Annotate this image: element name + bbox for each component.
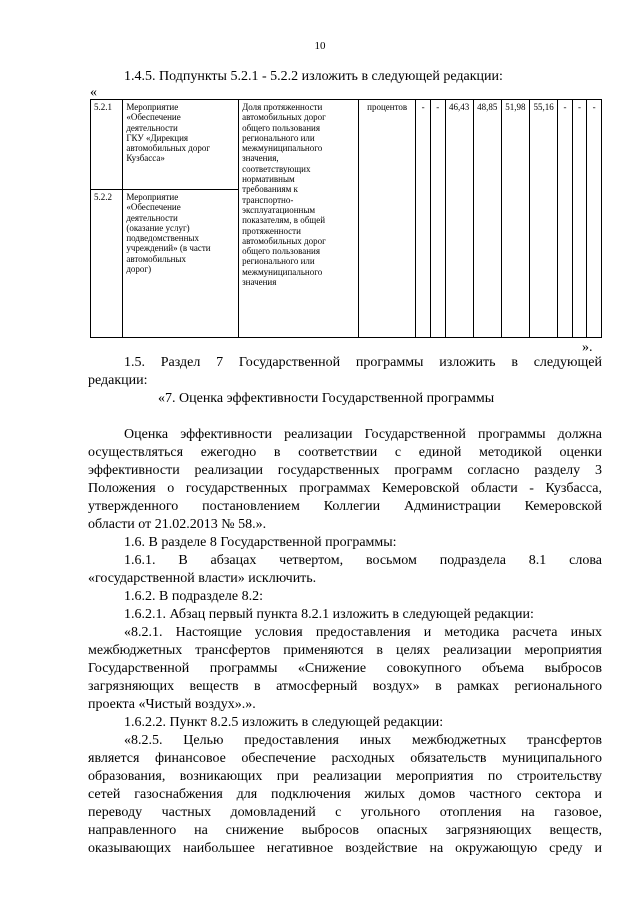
opening-quote: « [90, 85, 97, 100]
indicator-name: Доля протяженности автомобильных дорог общего пользования регионального или межмуниципального значения, соответствующих нормативным требованиям к транспортно- эксплуатационным показателям, в общей протяженности автомобильных дорог общего пользования регионального или межмуниципального значения [239, 100, 359, 338]
paragraph-line: 1.6.1. В абзацах четвертом, восьмом подраздела 8.1 слова [124, 553, 602, 568]
row-number: 5.2.1 [91, 100, 123, 190]
closing-quote: ». [582, 340, 593, 355]
value-cell: 48,85 [473, 100, 501, 338]
value-cell: - [416, 100, 431, 338]
paragraph-line: редакции: [88, 373, 148, 388]
paragraph-line: переводу частных домовладений с угольного отопления на газовое, [88, 805, 602, 820]
paragraph-line: 1.5. Раздел 7 Государственной программы изложить в следующей [124, 355, 602, 370]
page-number: 10 [314, 40, 326, 52]
paragraph-line: загрязняющих веществ в атмосферный воздух» в рамках регионального [88, 679, 602, 694]
paragraph-line: «8.2.5. Целью предоставления иных межбюджетных трансфертов [124, 733, 602, 748]
unit-cell: процентов [359, 100, 416, 338]
paragraph-line: утвержденного постановлением Коллегии Администрации Кемеровской [88, 499, 602, 514]
measure-name: Мероприятие «Обеспечение деятельности ГКУ «Дирекция автомобильных дорог Кузбасса» [123, 100, 239, 190]
paragraph-line: Государственной программы «Снижение совокупного объема выбросов [88, 661, 602, 676]
paragraph-line: эффективности реализации государственных программ согласно разделу 3 [88, 463, 602, 478]
paragraph-line: осуществляться ежегодно в соответствии с единой методикой оценки [88, 445, 602, 460]
indicators-table [90, 99, 602, 338]
paragraph-line: области от 21.02.2013 № 58.». [88, 517, 267, 532]
value-cell: 55,16 [530, 100, 558, 338]
paragraph-line: Оценка эффективности реализации Государственной программы должна [124, 427, 602, 442]
value-cell: - [572, 100, 587, 338]
paragraph-line: оказывающих наибольшее негативное воздействие на окружающую среду и [88, 841, 602, 856]
section-heading: «7. Оценка эффективности Государственной программы [158, 391, 495, 406]
paragraph-line: 1.6.2.1. Абзац первый пункта 8.2.1 изложить в следующей редакции: [124, 607, 534, 622]
paragraph-line: 1.6. В разделе 8 Государственной программы: [124, 535, 397, 550]
paragraph-line: сетей газоснабжения для подключения жилых домов частного сектора и [88, 787, 602, 802]
paragraph-line: образования, возникающих при реализации мероприятия по строительству [88, 769, 602, 784]
value-cell: 46,43 [445, 100, 473, 338]
paragraph-line: межбюджетных трансфертов применяются в целях реализации мероприятия [88, 643, 602, 658]
paragraph-line: проекта «Чистый воздух».». [88, 697, 256, 712]
paragraph-line: направленного на снижение выбросов опасных загрязняющих веществ, [88, 823, 602, 838]
value-cell: 51,98 [501, 100, 529, 338]
value-cell: - [430, 100, 445, 338]
row-number: 5.2.2 [91, 190, 123, 338]
paragraph-line: «государственной власти» исключить. [88, 571, 317, 586]
value-cell: - [558, 100, 573, 338]
paragraph-line: 1.6.2.2. Пункт 8.2.5 изложить в следующей редакции: [124, 715, 444, 730]
paragraph-line: «8.2.1. Настоящие условия предоставления и методика расчета иных [124, 625, 602, 640]
table-row-5-2-1 [91, 100, 602, 190]
paragraph-line: Положения о государственных программах Кемеровской области - Кузбасса, [88, 481, 602, 496]
heading-1-4-5: 1.4.5. Подпункты 5.2.1 - 5.2.2 изложить в следующей редакции: [124, 69, 503, 84]
measure-name: Мероприятие «Обеспечение деятельности (оказание услуг) подведомственных учреждений» (в части автомобильных дорог) [123, 190, 239, 338]
value-cell: - [587, 100, 602, 338]
paragraph-line: 1.6.2. В подразделе 8.2: [124, 589, 263, 604]
paragraph-line: является финансовое обеспечение расходных обязательств муниципального [88, 751, 602, 766]
